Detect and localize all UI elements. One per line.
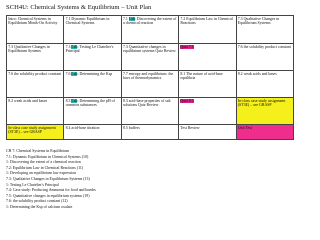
- plan-cell: [179, 44, 236, 71]
- cell-text: Intro: Chemical Systems in Equilibrium Minds-On Activity: [8, 16, 58, 25]
- plan-cell: [7, 71, 64, 98]
- plan-cell: [179, 16, 236, 44]
- plan-cell: [7, 125, 64, 140]
- highlight-teal: Lab: [71, 71, 78, 76]
- outline-line: 1: Testing Le Chatelier's Principal: [6, 182, 59, 187]
- cell-text: 7.1 Dynamic Equilibrium in Chemical Systems: [65, 16, 110, 25]
- cell-text: 8.1 The nature of acid-base equilibria: [180, 71, 223, 80]
- highlight-magenta: Quiz 8.1: [180, 98, 194, 103]
- plan-cell: [121, 98, 178, 125]
- cell-text: : Testing Le Chatelier's Principal: [65, 44, 114, 53]
- outline-line: 7.1: Dynamic Equilibrium in Chemical Systems (10): [6, 154, 89, 159]
- plan-cell: [64, 44, 121, 71]
- cell-text: In-class case study assignment (ST3E) – see GRASP: [237, 98, 286, 107]
- cell-text: 8.3: [65, 98, 72, 103]
- cell-text: 7.3 Qualitative Changes in Equilibrium Systems: [8, 44, 50, 53]
- plan-row: [7, 98, 294, 125]
- outline-line: 1: Determining the Ksp of calcium oxalate: [6, 204, 73, 209]
- plan-cell: [121, 16, 178, 44]
- plan-cell: [236, 125, 293, 140]
- cell-text: 7.6 the solubility product constant: [8, 71, 62, 76]
- highlight-teal: Lab: [128, 16, 135, 21]
- plan-cell: [236, 44, 293, 71]
- cell-text: 8.2 weak acids and bases: [237, 71, 277, 76]
- plan-cell: [121, 44, 178, 71]
- plan-cell: [179, 98, 236, 125]
- highlight-magenta: Quiz 7.1: [180, 44, 194, 49]
- cell-text: 7.6: [65, 71, 72, 76]
- outline-line: 7.3: Qualitative Changes in Equilibrium Systems (13): [6, 176, 90, 181]
- cell-text: 7.3 Quantitative changes in equilibrium systems Quiz Review: [122, 44, 176, 53]
- cell-text: : Discovering the extent of a chemical reaction: [122, 16, 177, 25]
- plan-cell: [7, 98, 64, 125]
- cell-text: 7.3 Qualitative Changes in Equilibrium Systems: [237, 16, 280, 25]
- outline-line: 7.4: Case study: Producing Ammonia for food and bombs: [6, 188, 96, 193]
- chapter-outline: [6, 149, 294, 211]
- cell-text: Test Review: [180, 125, 200, 130]
- plan-cell: [64, 98, 121, 125]
- cell-text: 7.3: [65, 44, 72, 49]
- plan-cell: [121, 125, 178, 140]
- plan-cell: [121, 71, 178, 98]
- plan-cell: [179, 71, 236, 98]
- cell-text: : Determining the Ksp: [77, 71, 113, 76]
- cell-text: : Determining the pH of common substances: [65, 98, 115, 107]
- plan-cell: [64, 125, 121, 140]
- outline-line: 1: Developing an equilibrium law expression: [6, 171, 77, 176]
- unit-plan-table: [6, 15, 294, 140]
- outline-line: 1: Discovering the extent of a chemical reaction: [6, 160, 81, 165]
- plan-row: [7, 125, 294, 140]
- outline-line: 7.2: Equilibrium Law in Chemical Reactions (11): [6, 165, 84, 170]
- cell-text: 8.4 acid-base titration: [65, 125, 100, 130]
- plan-cell: [236, 16, 293, 44]
- cell-text: Unit Test: [237, 125, 252, 130]
- cell-text: 8.3 acid-base properties of salt solutions Quiz Review: [122, 98, 171, 107]
- cell-text: 7.1: [122, 16, 129, 21]
- plan-cell: [64, 71, 121, 98]
- plan-cell: [236, 71, 293, 98]
- highlight-teal: Lab: [71, 44, 78, 49]
- plan-cell: [7, 44, 64, 71]
- plan-row: [7, 71, 294, 98]
- highlight-teal: Lab: [71, 98, 78, 103]
- cell-text: 7.6 the solubility product constant: [237, 44, 291, 49]
- cell-text: 7.2 Equilibrium Law in Chemical Reactions: [180, 16, 233, 25]
- cell-text: In-class case study assignment (ST3E) – see GRASP: [8, 125, 56, 134]
- outline-line: 7.6: the solubility product constant (12): [6, 199, 68, 204]
- plan-row: [7, 44, 294, 71]
- outline-line: 7.5: Quantitative changes in equilibrium systems (19): [6, 193, 90, 198]
- cell-text: 8.2 weak acids and bases: [8, 98, 48, 103]
- page-title: SCH4U: Chemical Systems & Equilibrium – Unit Plan: [6, 4, 152, 11]
- plan-cell: [179, 125, 236, 140]
- plan-cell: [236, 98, 293, 125]
- cell-text: 7.7 entropy and equilibrium: the laws of thermodynamics: [122, 71, 174, 80]
- plan-row: [7, 16, 294, 44]
- outline-heading: CH 7: Chemical Systems in Equilibrium: [6, 149, 70, 153]
- cell-text: 8.5 buffers: [122, 125, 140, 130]
- plan-cell: [64, 16, 121, 44]
- plan-cell: [7, 16, 64, 44]
